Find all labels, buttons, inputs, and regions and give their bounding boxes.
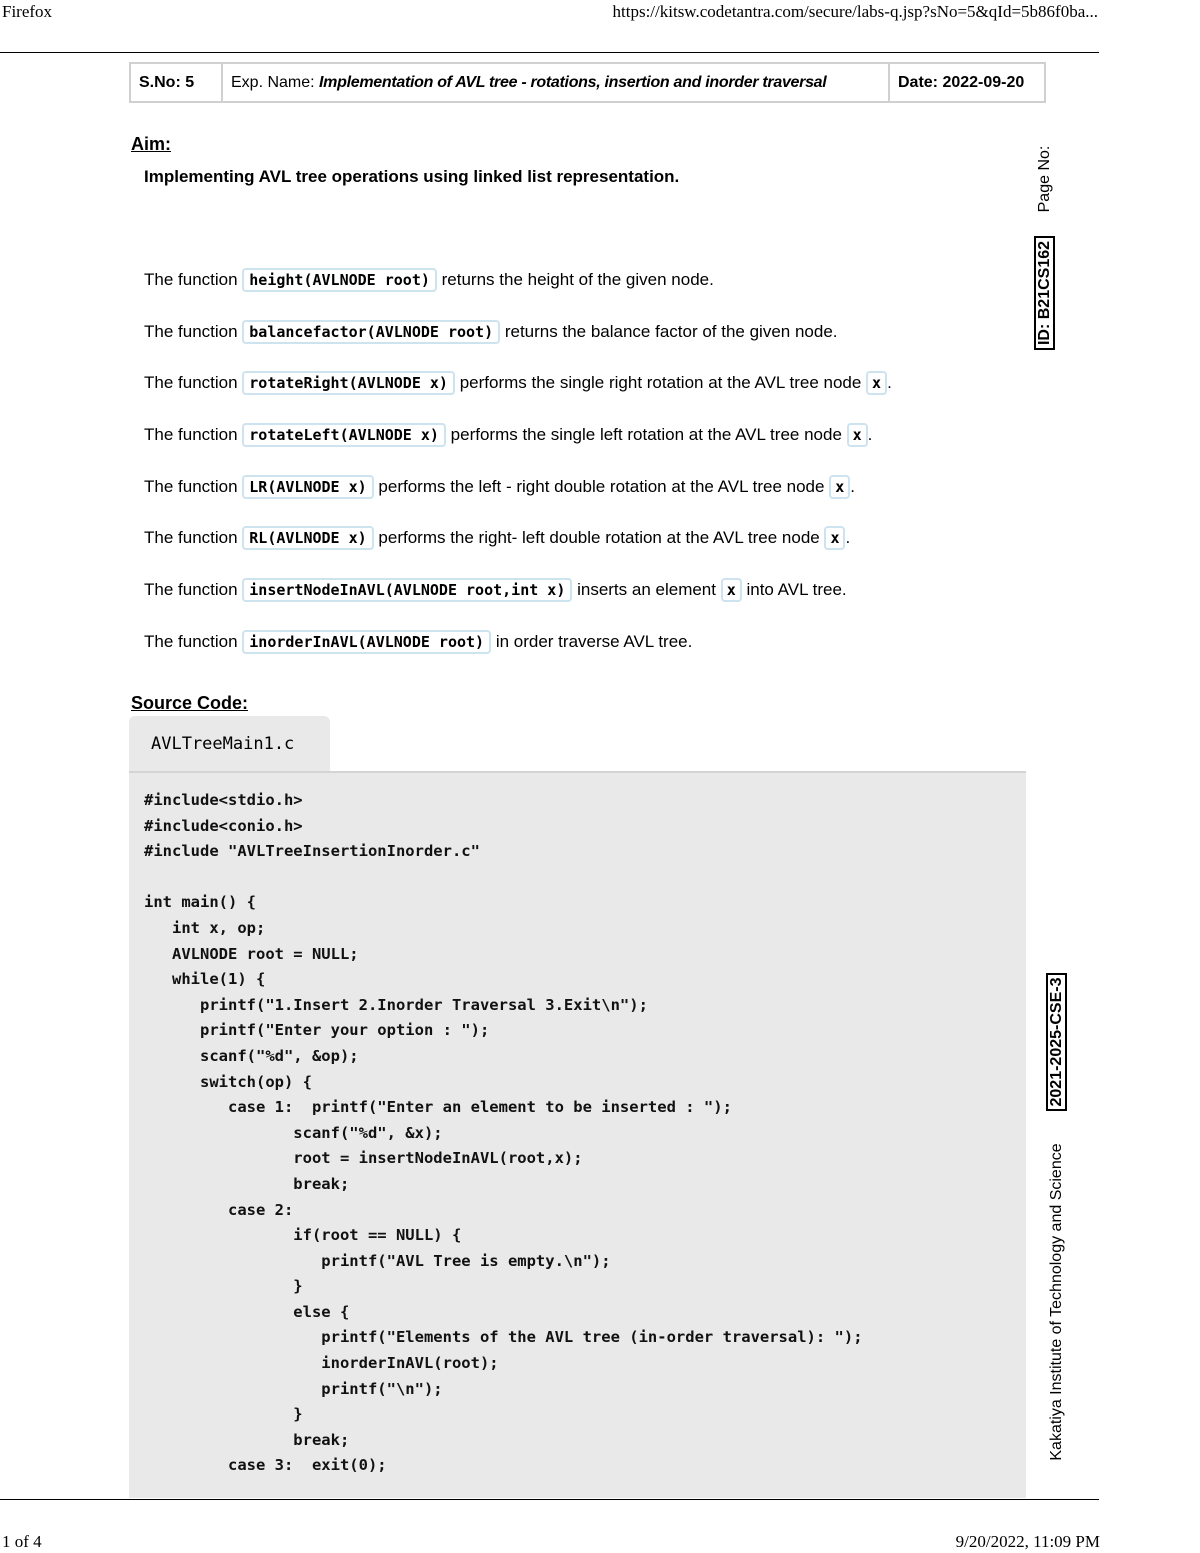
function-signature: height(AVLNODE root) — [242, 268, 437, 292]
fn-prefix: The function — [144, 580, 243, 599]
fn-suffix: performs the single left rotation at the AVL tree node — [445, 425, 847, 444]
param-code: x — [829, 475, 850, 499]
function-signature: LR(AVLNODE x) — [242, 475, 373, 499]
batch-container — [987, 977, 1127, 1107]
function-signature: insertNodeInAVL(AVLNODE root,int x) — [242, 578, 572, 602]
fn-suffix: performs the single right rotation at the AVL tree node — [454, 373, 867, 392]
fn-suffix: performs the right- left double rotation at the AVL tree node — [373, 528, 825, 547]
function-description — [144, 528, 850, 548]
file-tab[interactable] — [129, 716, 330, 772]
function-signature: rotateLeft(AVLNODE x) — [242, 423, 446, 447]
fn-prefix: The function — [144, 373, 243, 392]
fn-prefix: The function — [144, 322, 243, 341]
source-code-heading: Source Code: — [131, 693, 249, 713]
aim-heading: Aim: — [131, 134, 171, 154]
param-code: x — [847, 423, 868, 447]
fn-end: . — [867, 425, 873, 444]
code-block — [129, 771, 1026, 1498]
fn-prefix: The function — [144, 632, 243, 651]
function-description — [144, 632, 692, 652]
serial-number: S.No: 5 — [131, 64, 223, 101]
function-description — [144, 477, 855, 497]
fn-end: . — [845, 528, 851, 547]
function-signature: balancefactor(AVLNODE root) — [242, 320, 500, 344]
page-no-container — [985, 145, 1105, 213]
param-code: x — [866, 371, 887, 395]
student-id: ID: B21CS162 — [1034, 236, 1055, 350]
experiment-name: Implementation of AVL tree - rotations, insertion and inorder traversal — [319, 73, 827, 91]
source-code: #include<stdio.h> #include<conio.h> #include "AVLTreeInsertionInorder.c" int main() { int x, op; AVLNODE root = NULL; while(1) { printf("1.Insert 2.Inorder Traversal 3.Exit\n"); printf("Enter your option : "); scanf("%d", &op); switch(op) { case 1: printf("Enter an element to be inserted : "); scanf("%d", &x); root = insertNodeInAVL(root,x); break; case 2: if(root == NULL) { printf("AVL Tree is empty.\n"); } else { printf("Elements of the AVL tree (in-order traversal): "); inorderInAVL(root); printf("\n"); } break; case 3: exit(0); — [144, 791, 863, 1475]
footer-divider — [0, 1499, 1099, 1500]
institute-container — [887, 1143, 1200, 1461]
fn-suffix: returns the height of the given node. — [436, 270, 714, 289]
fn-suffix: in order traverse AVL tree. — [491, 632, 693, 651]
param-code: x — [721, 578, 742, 602]
function-description — [144, 373, 892, 393]
file-tab-label: AVLTreeMain1.c — [151, 734, 295, 754]
function-signature: inorderInAVL(AVLNODE root) — [242, 630, 491, 654]
function-description — [144, 270, 714, 290]
experiment-name-cell — [223, 64, 890, 101]
fn-prefix: The function — [144, 425, 243, 444]
experiment-header-table — [129, 62, 1046, 103]
function-description — [144, 425, 872, 445]
aim-text: Implementing AVL tree operations using linked list representation. — [144, 167, 680, 186]
fn-prefix: The function — [144, 528, 243, 547]
fn-end: . — [887, 373, 892, 392]
fn-suffix: inserts an element — [572, 580, 721, 599]
fn-prefix: The function — [144, 477, 243, 496]
function-description — [144, 580, 847, 600]
fn-prefix: The function — [144, 270, 243, 289]
function-signature: RL(AVLNODE x) — [242, 526, 373, 550]
fn-suffix: performs the left - right double rotation at the AVL tree node — [373, 477, 830, 496]
fn-suffix: returns the balance factor of the given node. — [500, 322, 838, 341]
function-signature: rotateRight(AVLNODE x) — [242, 371, 455, 395]
print-datetime: 9/20/2022, 11:09 PM — [955, 1532, 1100, 1551]
experiment-name-label: Exp. Name: — [231, 73, 320, 91]
browser-app-name: Firefox — [2, 2, 53, 21]
student-id-container — [985, 240, 1105, 346]
fn-end: into AVL tree. — [741, 580, 847, 599]
page-url[interactable]: https://kitsw.codetantra.com/secure/labs-q.jsp?sNo=5&qId=5b86f0ba... — [612, 2, 1098, 21]
fn-end: . — [850, 477, 855, 496]
page-no-label: Page No: — [1036, 145, 1053, 213]
institute-name: Kakatiya Institute of Technology and Science — [1048, 1143, 1065, 1461]
function-description — [144, 322, 838, 342]
batch-label: 2021-2025-CSE-3 — [1046, 973, 1067, 1112]
page-indicator: 1 of 4 — [2, 1532, 42, 1551]
experiment-date: Date: 2022-09-20 — [898, 73, 1025, 91]
header-divider — [0, 52, 1099, 53]
param-code: x — [824, 526, 845, 550]
